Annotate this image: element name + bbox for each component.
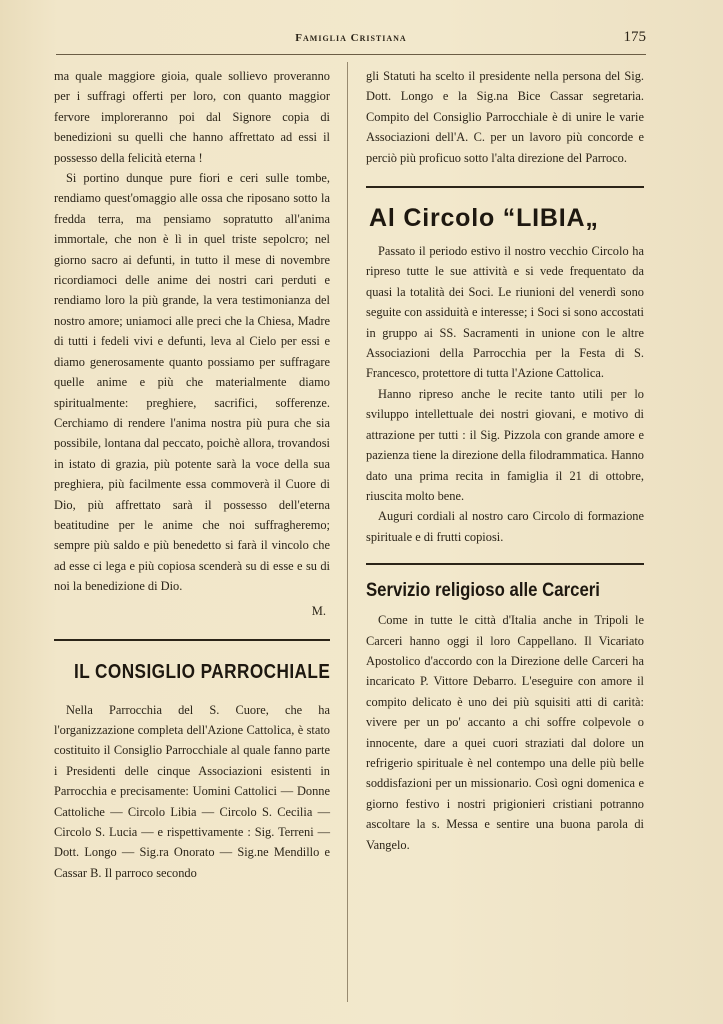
article-paragraph: Hanno ripreso anche le recite tanto utili per lo sviluppo intellettuale dei nostri giovani, e motivo di attrazione per tutti : il Sig. Pizzola con grande amore e pazienza tiene la direzione della filodrammatica. Hanno dato una prima recita in famiglia il 21 di ottobre, riuscita molto bene. (366, 386, 644, 503)
section-title-servizio: Servizio religioso alle Carceri (366, 579, 600, 602)
article-paragraph: Come in tutte le città d'Italia anche in Tripoli le Carceri hanno oggi il loro Cappellano. Il Vicariato Apostolico d'accordo con la Direzione delle Carceri ha incaricato P. Vittore Debarro. L'eseguire con amore il compito delicato è uno dei più squisiti atti di carità: vivere per un po' accanto a chi soffre colpevole o innocente, dare a quei cuori straziati dal dolore un refrigerio spirituale è nel contempo una delle più belle soddisfazioni per un missionario. Così ogni domenica e giorno festivo i nostri prigionieri cristiani potranno ascoltare la s. Messa e sentire una buona parola di Vangelo. (366, 613, 644, 852)
article-paragraph: Auguri cordiali al nostro caro Circolo di formazione spirituale e di frutti copiosi. (366, 509, 644, 544)
article-paragraph: ma quale maggiore gioia, quale sollievo proveranno per i suffragi offerti per loro, con quanto maggior fervore imploreranno poi dal Signore copia di benedizioni su quelli che hanno affrettato ad essi il possesso della felicità eterna ! (54, 69, 330, 165)
header-rule (56, 54, 646, 55)
author-signature: M. (311, 603, 326, 618)
page-header (56, 26, 646, 50)
section-rule (366, 186, 644, 188)
page-number: 175 (623, 29, 646, 45)
article-paragraph: Nella Parrocchia del S. Cuore, che ha l'organizzazione completa dell'Azione Cattolica, è stato costituito il Consiglio Parrocchiale al quale fanno parte i Presidenti delle cinque Associazioni esistenti in Parrocchia e precisamente: Uomini Cattolici — Donne Cattoliche — Circolo Libia — Circolo S. Cecilia — Circolo S. Lucia — e rispettivamente : Sig. Terreni — Dott. Longo — Sig.ra Onorato — Sig.ne Mendillo e Cassar B. Il parroco secondo (54, 702, 330, 880)
article-paragraph: gli Statuti ha scelto il presidente nella persona del Sig. Dott. Longo e la Sig.na Bice Cassar segretaria. Compito del Consiglio Parrocchiale è di unire le varie Associazioni dell'A. C. per un lavoro più concorde e perciò più proficuo sotto l'alta direzione del Parroco. (366, 69, 644, 165)
article-paragraph: Si portino dunque pure fiori e ceri sulle tombe, rendiamo quest'omaggio alle ossa che riposano sotto la fredda terra, ma pensiamo sopratutto all'anima immortale, che non è lì in quel triste sepolcro; nel giorno sacro ai defunti, in tutto il mese di novembre ricordiamoci delle anime dei nostri cari perduti e rendiamo loro la più grande, la vera testimonianza del nostro amore; uniamoci alle preci che la Chiesa, Madre di tutti i fedeli vivi e defunti, leva al Cielo per essi e diamo generosamente quanto possiamo per suffragare quelle anime e più che materialmente diamo spiritualmente: preghiere, sacrifici, sofferenze. Cerchiamo di rendere l'anima nostra più pura che sia possibile, lontana dal peccato, poichè allora, trovandosi in istato di grazia, più potente sarà la voce della sua preghiera, più facilmente essa commoverà il Cuore di Dio, più affrettato sarà il possesso dell'eterna beatitudine per le anime che noi suffragheremo; sempre più saldo e più benedetto si farà il vincolo che ad esse ci lega e più copiosa scenderà su di esse e su di noi la benedizione di Dio. (54, 171, 330, 594)
running-title: Famiglia Cristiana (295, 32, 407, 44)
section-rule (366, 563, 644, 565)
section-rule (54, 639, 330, 641)
left-column (54, 66, 330, 883)
column-divider (347, 62, 348, 1002)
right-column (366, 66, 644, 855)
article-paragraph: Passato il periodo estivo il nostro vecchio Circolo ha ripreso tutte le sue attività e si vede frequentato da quasi la totalità dei Soci. Le riunioni del venerdì sono seguite con assiduità e interesse; i Soci si sono accostati in gruppo ai SS. Sacramenti in unione con le altre Associazioni della Parrocchia per la Festa di S. Francesco, protettore di tutta l'Azione Cattolica. (366, 244, 644, 381)
section-title-libia: Al Circolo “LIBIA„ (369, 204, 599, 233)
section-title-consiglio: IL CONSIGLIO PARROCHIALE (74, 660, 331, 683)
